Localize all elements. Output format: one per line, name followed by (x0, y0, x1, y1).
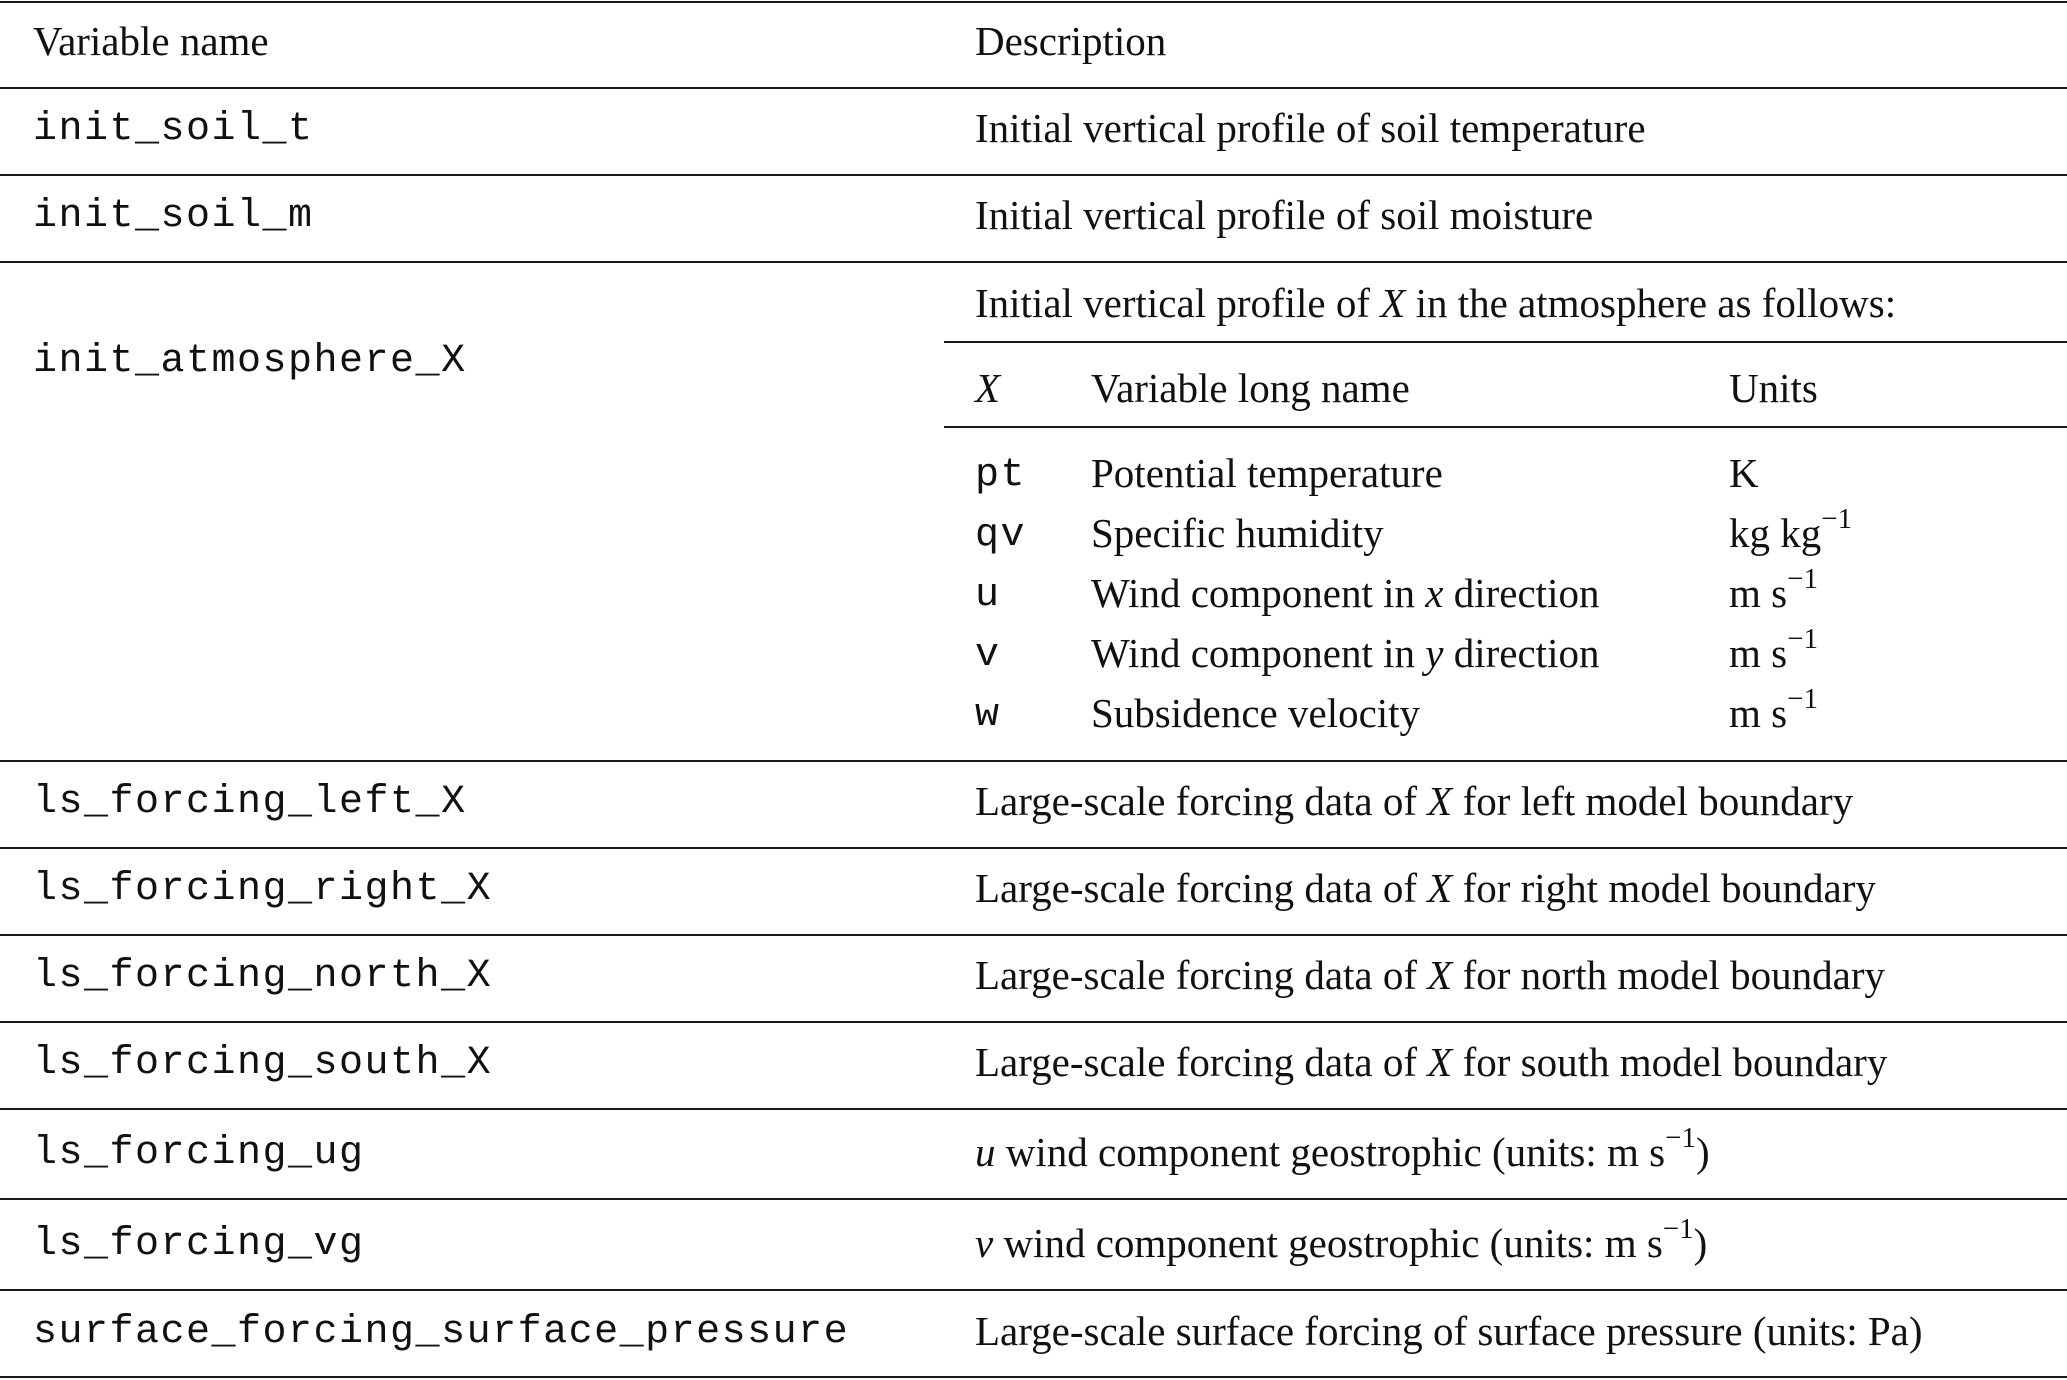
row-rule (0, 760, 2067, 762)
subtable-x-cell: w (975, 693, 1001, 738)
subtable-units-cell: m $s^{-1}$ (1729, 683, 1818, 736)
subtable-x-cell: qv (975, 513, 1027, 558)
variable-name-cell: ls_forcing_ug (33, 1131, 365, 1176)
description-cell: Large-scale forcing data of X for south model boundary (975, 1039, 1888, 1085)
subtable-long-name-cell: Wind component in y direction (1091, 630, 1600, 676)
row-rule (0, 847, 2067, 849)
subtable-long-name-cell: Specific humidity (1091, 510, 1384, 556)
description-cell: Initial vertical profile of soil temperature (975, 105, 1646, 151)
description-cell: Large-scale forcing data of X for north model boundary (975, 952, 1886, 998)
header-description: Description (975, 18, 1167, 64)
table-bottom-rule (0, 1376, 2067, 1378)
subtable-header-rule (944, 426, 2067, 428)
subtable-units-cell: kg $kg^{-1}$ (1729, 503, 1853, 556)
description-cell: Large-scale forcing data of X for right model boundary (975, 865, 1876, 911)
header-bottom-rule (0, 87, 2067, 89)
variable-name-cell: init_atmosphere_X (33, 339, 467, 384)
row-rule (0, 1021, 2067, 1023)
variable-name-cell: ls_forcing_south_X (33, 1041, 493, 1086)
header-variable-name: Variable name (33, 18, 269, 64)
row-rule (0, 934, 2067, 936)
description-cell: v wind component geostrophic (units: m $s^{-1}$) (975, 1213, 1708, 1266)
subtable-top-rule (944, 341, 2067, 343)
description-cell: Large-scale surface forcing of surface pressure (units: Pa) (975, 1308, 1923, 1354)
row-rule (0, 174, 2067, 176)
description-cell: u wind component geostrophic (units: m $s^{-1}$) (975, 1122, 1710, 1175)
subtable-x-cell: pt (975, 453, 1027, 498)
variable-name-cell: ls_forcing_left_X (33, 780, 467, 825)
subtable-x-cell: v (975, 633, 1001, 678)
subtable-x-cell: u (975, 573, 1001, 618)
row-rule (0, 261, 2067, 263)
row-rule (0, 1198, 2067, 1200)
subtable-long-name-cell: Potential temperature (1091, 450, 1443, 496)
subtable-long-name-cell: Subsidence velocity (1091, 690, 1421, 736)
description-cell: Large-scale forcing data of X for left model boundary (975, 778, 1854, 824)
description-cell: Initial vertical profile of soil moisture (975, 192, 1594, 238)
variable-name-cell: ls_forcing_vg (33, 1222, 365, 1267)
subtable-header-x: X (975, 365, 1001, 411)
subtable-units-cell: K (1729, 450, 1759, 496)
row-rule (0, 1289, 2067, 1291)
table-top-rule (0, 1, 2067, 3)
variable-name-cell: ls_forcing_right_X (33, 867, 493, 912)
variable-name-cell: ls_forcing_north_X (33, 954, 493, 999)
description-cell: Initial vertical profile of X in the atmosphere as follows: (975, 280, 1897, 326)
variable-name-cell: init_soil_m (33, 194, 314, 239)
variable-name-cell: surface_forcing_surface_pressure (33, 1310, 850, 1355)
subtable-header-units: Units (1729, 365, 1818, 411)
subtable-units-cell: m $s^{-1}$ (1729, 563, 1818, 616)
subtable-header-long-name: Variable long name (1091, 365, 1410, 411)
row-rule (0, 1108, 2067, 1110)
subtable-long-name-cell: Wind component in x direction (1091, 570, 1600, 616)
subtable-units-cell: m $s^{-1}$ (1729, 623, 1818, 676)
variable-name-cell: init_soil_t (33, 107, 314, 152)
